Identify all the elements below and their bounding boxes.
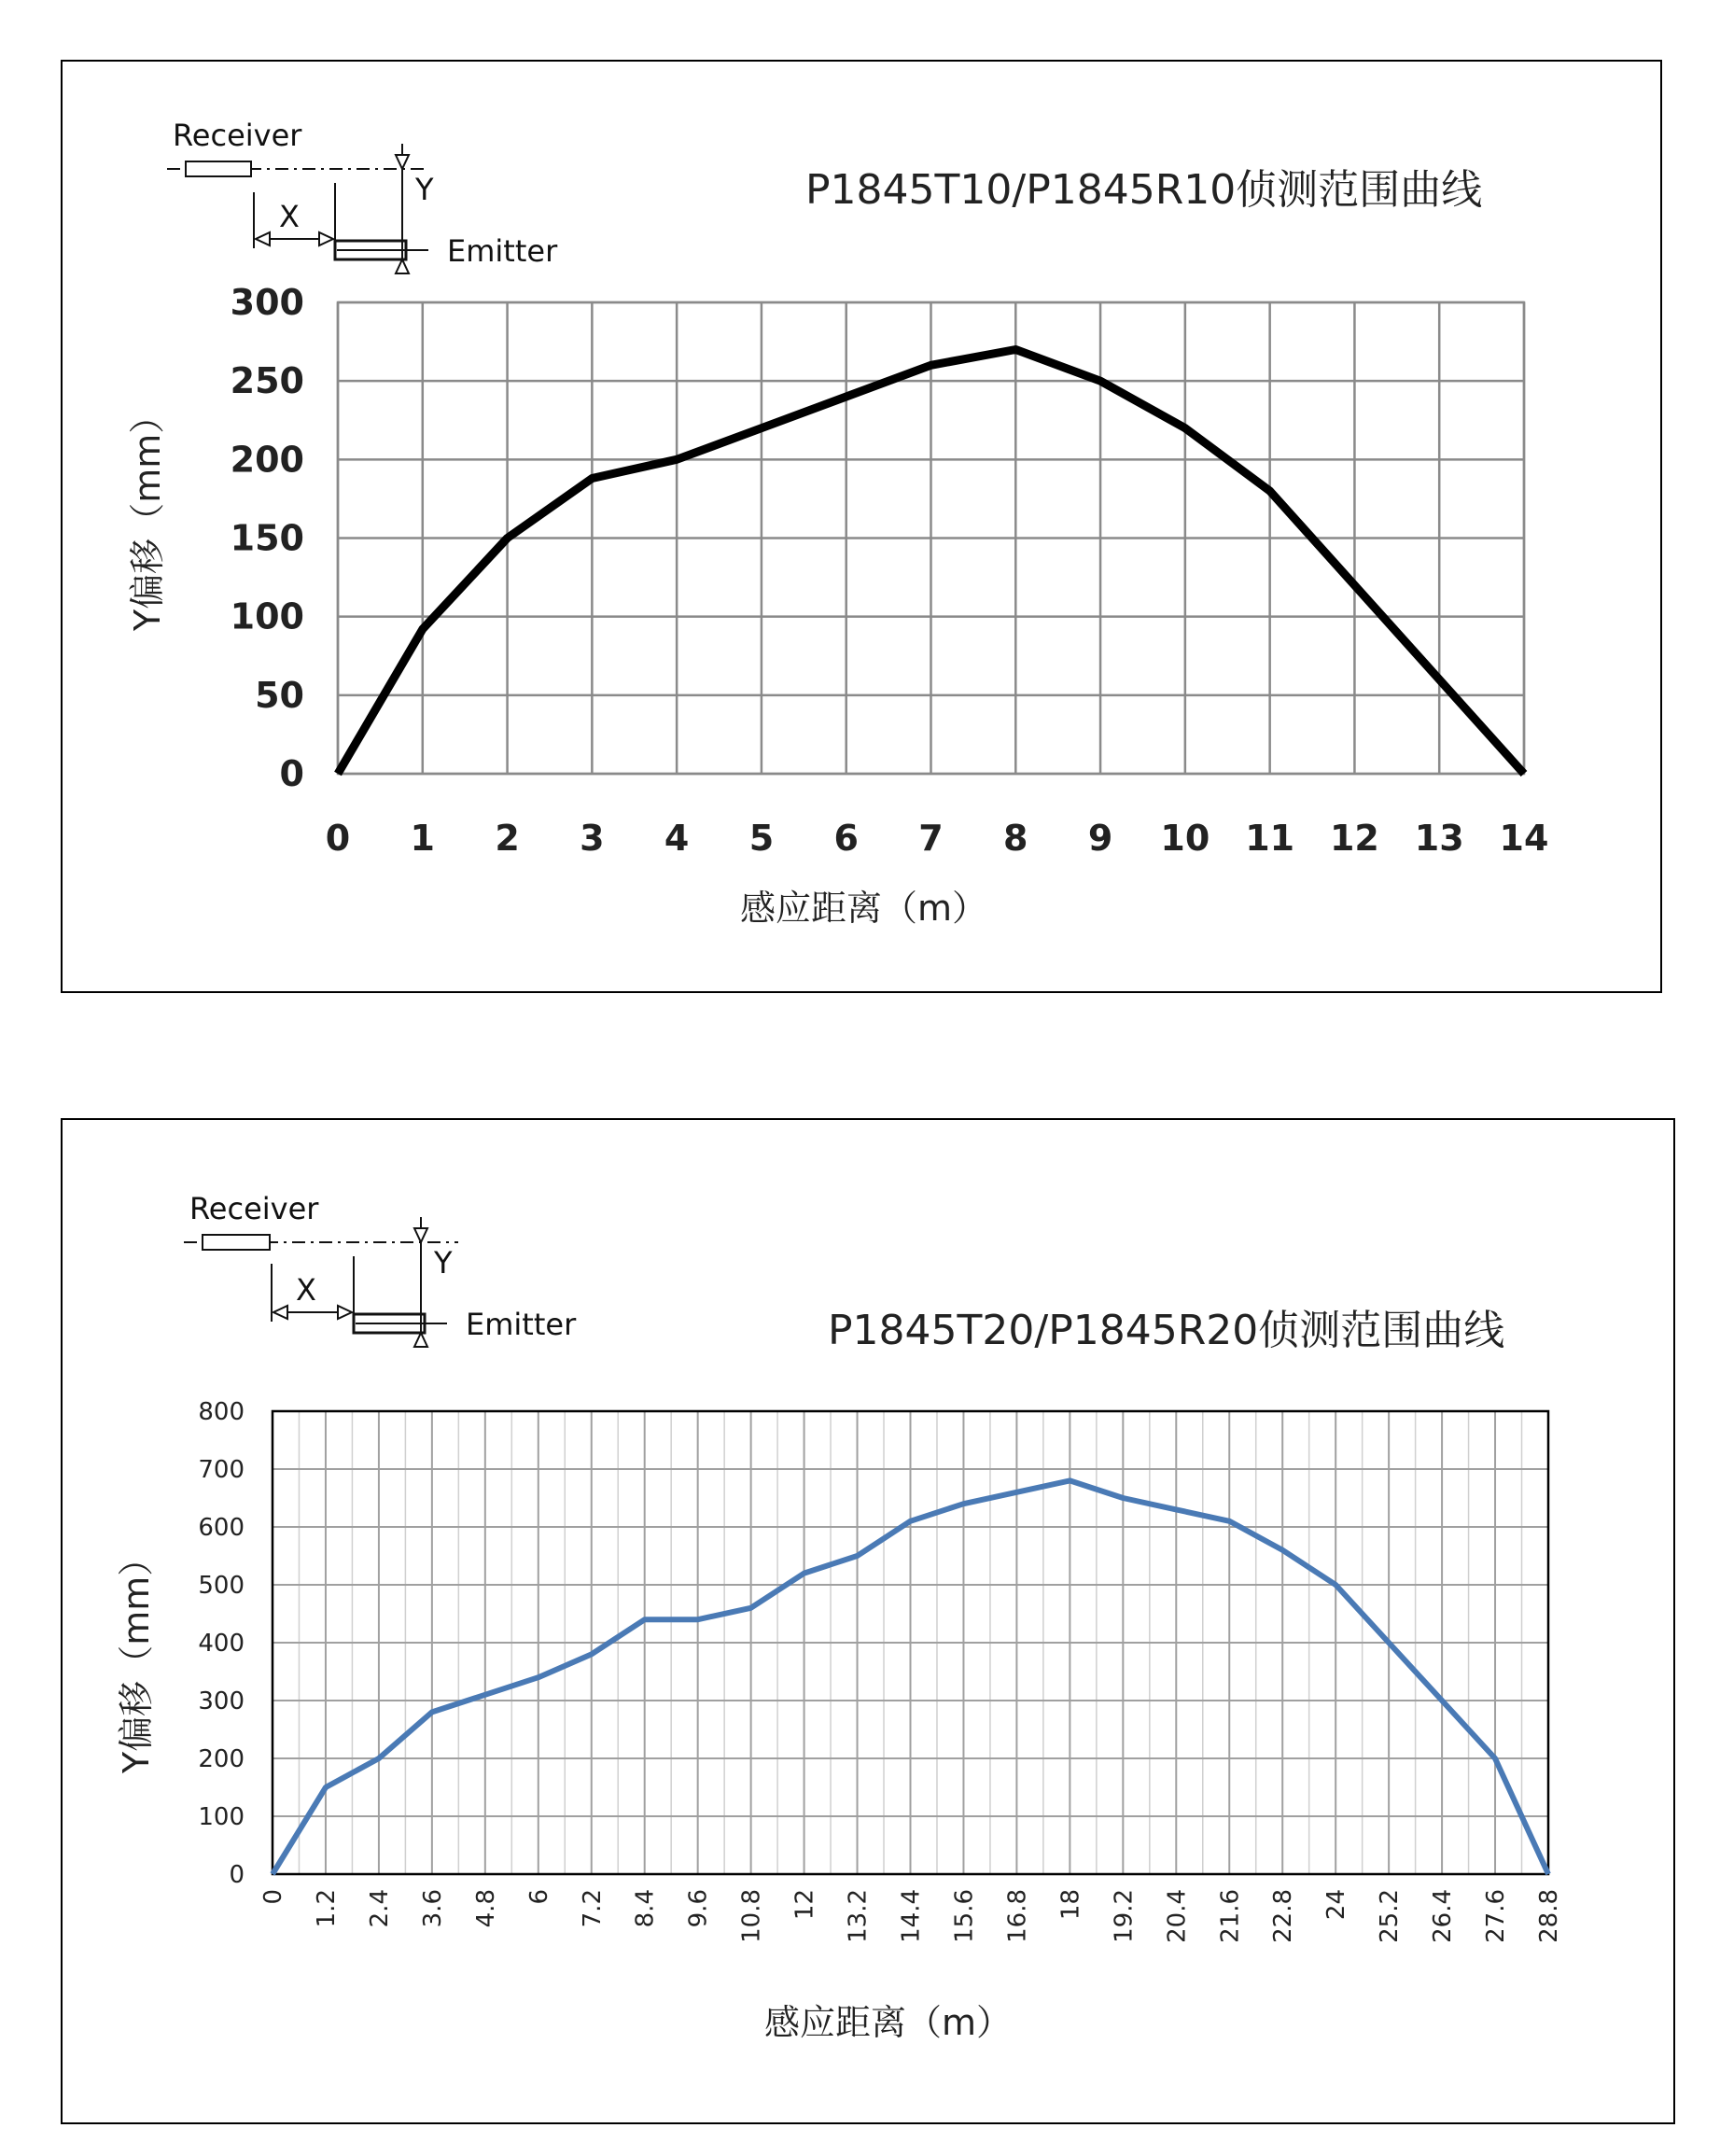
x-tick-label: 6 — [524, 1889, 553, 1905]
sensor-diagram-1 — [167, 118, 558, 273]
x-tick-label: 18 — [1056, 1889, 1085, 1921]
x-tick-label: 7.2 — [578, 1889, 607, 1928]
y-arrow-down-icon — [396, 155, 409, 169]
y-tick-label: 300 — [230, 282, 304, 323]
x-tick-label: 8.4 — [631, 1889, 660, 1928]
x-tick-label: 12 — [790, 1889, 819, 1921]
y-tick-label: 150 — [230, 517, 304, 559]
y-tick-label: 300 — [198, 1687, 245, 1715]
x-tick-label: 13.2 — [844, 1889, 873, 1943]
x-tick-label: 26.4 — [1429, 1889, 1458, 1943]
y-dimension-label: Y — [434, 1245, 453, 1281]
y-arrow-up-icon — [396, 259, 409, 273]
x-tick-label: 25.2 — [1376, 1889, 1405, 1943]
chart-1-x-axis-label: 感应距离（m） — [740, 888, 988, 929]
chart-2-y-axis-label: Y偏移（mm） — [116, 1540, 157, 1773]
receiver-label: Receiver — [173, 118, 302, 153]
y-tick-label: 100 — [198, 1803, 245, 1831]
y-tick-label: 200 — [230, 439, 304, 481]
y-tick-label: 600 — [198, 1514, 245, 1542]
x-tick-label: 14.4 — [897, 1889, 926, 1943]
receiver-shape — [186, 161, 251, 176]
chart-panel-1 — [61, 60, 1662, 993]
chart-1-y-axis-label: Y偏移（mm） — [127, 398, 168, 631]
chart-2-grid — [273, 1411, 1548, 1874]
x-tick-label: 19.2 — [1110, 1889, 1139, 1943]
x-tick-label: 13 — [1414, 818, 1464, 859]
chart-1-grid — [338, 302, 1524, 774]
x-tick-label: 10.8 — [737, 1889, 766, 1943]
chart-2-title: P1845T20/P1845R20侦测范围曲线 — [828, 1307, 1505, 1354]
x-tick-label: 9 — [1087, 818, 1113, 859]
x-tick-label: 4.8 — [471, 1889, 500, 1928]
x-tick-label: 14 — [1499, 818, 1549, 859]
y-arrow-down-icon — [414, 1228, 427, 1242]
x-arrow-left-icon — [273, 1306, 287, 1319]
y-tick-label: 400 — [198, 1630, 245, 1658]
x-arrow-right-icon — [319, 232, 333, 245]
x-tick-label: 1 — [410, 818, 436, 859]
y-tick-label: 800 — [198, 1398, 245, 1426]
x-tick-label: 27.6 — [1482, 1889, 1511, 1943]
y-tick-label: 0 — [279, 753, 304, 794]
x-dimension-label: X — [279, 199, 300, 234]
x-tick-label: 3 — [580, 818, 605, 859]
chart-2-y-ticks — [198, 1398, 245, 1889]
receiver-label: Receiver — [189, 1191, 319, 1226]
y-tick-label: 250 — [230, 360, 304, 402]
y-tick-label: 0 — [229, 1861, 245, 1889]
chart-1-x-ticks — [326, 818, 1549, 859]
x-tick-label: 3.6 — [418, 1889, 447, 1928]
x-tick-label: 0 — [325, 818, 351, 859]
x-tick-label: 9.6 — [684, 1889, 713, 1928]
x-tick-label: 12 — [1329, 818, 1379, 859]
y-tick-label: 500 — [198, 1572, 245, 1600]
x-tick-label: 2.4 — [365, 1889, 394, 1928]
emitter-label: Emitter — [447, 233, 558, 269]
receiver-shape — [203, 1235, 270, 1250]
sensor-diagram-2 — [184, 1191, 577, 1347]
x-tick-label: 21.6 — [1216, 1889, 1245, 1943]
x-tick-label: 7 — [918, 818, 944, 859]
chart-1-title: P1845T10/P1845R10侦测范围曲线 — [805, 166, 1483, 214]
x-tick-label: 4 — [664, 818, 690, 859]
chart-2-svg — [63, 1120, 1673, 2122]
x-tick-label: 2 — [495, 818, 520, 859]
x-tick-label: 15.6 — [950, 1889, 979, 1943]
x-tick-label: 22.8 — [1269, 1889, 1298, 1943]
x-tick-label: 10 — [1160, 818, 1210, 859]
y-tick-label: 700 — [198, 1456, 245, 1484]
x-tick-label: 6 — [833, 818, 859, 859]
x-tick-label: 28.8 — [1535, 1889, 1563, 1943]
x-dimension-label: X — [296, 1272, 316, 1308]
y-arrow-up-icon — [414, 1333, 427, 1347]
x-tick-label: 24 — [1322, 1889, 1351, 1921]
chart-2-x-axis-label: 感应距离（m） — [764, 2002, 1013, 2043]
y-tick-label: 200 — [198, 1745, 245, 1773]
y-dimension-label: Y — [415, 172, 434, 207]
chart-1-svg — [63, 62, 1660, 991]
x-tick-label: 8 — [1003, 818, 1028, 859]
emitter-label: Emitter — [466, 1307, 577, 1342]
x-tick-label: 20.4 — [1163, 1889, 1192, 1943]
x-tick-label: 5 — [748, 818, 775, 859]
chart-1-y-ticks — [231, 282, 304, 794]
x-tick-label: 16.8 — [1003, 1889, 1032, 1943]
x-tick-label: 1.2 — [312, 1889, 341, 1928]
chart-panel-2 — [61, 1118, 1675, 2124]
x-arrow-right-icon — [338, 1306, 352, 1319]
y-tick-label: 100 — [230, 595, 304, 637]
x-tick-label: 0 — [259, 1889, 287, 1905]
chart-2-x-ticks — [259, 1889, 1563, 1943]
x-arrow-left-icon — [256, 232, 270, 245]
y-tick-label: 50 — [255, 674, 304, 716]
x-tick-label: 11 — [1245, 818, 1295, 859]
